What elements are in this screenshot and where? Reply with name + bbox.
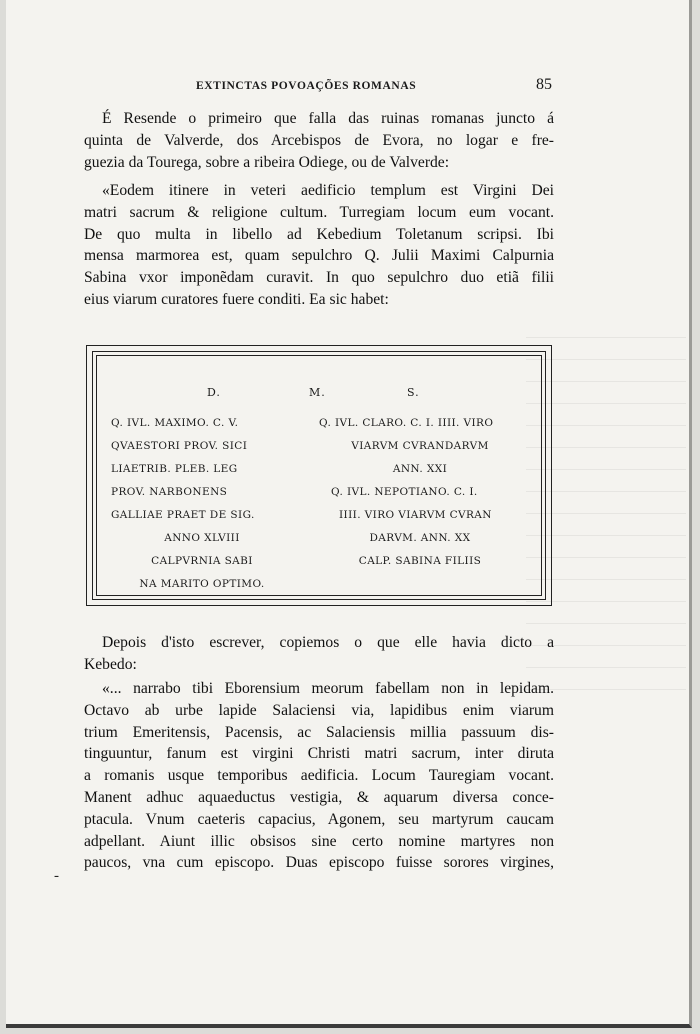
- inscription-box: [86, 345, 552, 606]
- paragraph-intro: [84, 108, 554, 173]
- paragraph-transition: [84, 632, 554, 676]
- inscription-left-line: GALLIAE PRAET DE SIG.: [111, 509, 255, 521]
- inscription-s: S.: [407, 386, 420, 399]
- text-line: matri sacrum & religione cultum. Turregiam locum eum vocant.: [84, 203, 554, 221]
- text-line: quinta de Valverde, dos Arcebispos de Evora, no logar e fre-: [84, 131, 554, 149]
- text-line: guezia da Tourega, sobre a ribeira Odiege, ou de Valverde:: [84, 153, 450, 171]
- inscription-left-line: LIAETRIB. PLEB. LEG: [111, 463, 238, 475]
- paragraph-latin-quote: [84, 180, 554, 311]
- text-line: De quo multa in libello ad Kebedium Toletanum scripsi. Ibi: [84, 225, 554, 243]
- text-line: mensa marmorea est, quam sepulchro Q. Julii Maximi Calpurnia: [84, 247, 554, 265]
- inscription-right-line: DARVM. ANN. XX: [369, 532, 471, 544]
- text-line: ptacula. Vnum caeteris capacius, Agonem, seu martyrum caucam: [84, 810, 554, 828]
- paragraph-latin-letter: [84, 678, 554, 874]
- inscription-right-line: Q. IVL. NEPOTIANO. C. I.: [331, 486, 478, 498]
- inscription-left-line: QVAESTORI PROV. SICI: [111, 440, 248, 452]
- inscription-right-line: IIII. VIRO VIARVM CVRAN: [339, 509, 492, 521]
- inscription-left-line: Q. IVL. MAXIMO. C. V.: [111, 417, 239, 429]
- text-line: «Eodem itinere in veteri aedificio templum est Virgini Dei: [102, 182, 554, 199]
- inscription-left-line: PROV. NARBONENS: [111, 486, 228, 498]
- text-line: Sabina vxor imponẽdam curavit. In quo sepulchro duo etiã filii: [84, 269, 554, 287]
- inscription-left-line: NA MARITO OPTIMO.: [139, 578, 265, 590]
- page-number: 85: [536, 76, 552, 93]
- text-line: Octavo ab urbe lapide Salaciensi via, lapidibus enim viarum: [84, 701, 554, 719]
- text-line: Manent adhuc aquaeductus vestigia, & aquarum diversa conce-: [84, 788, 554, 806]
- inscription-right-line: Q. IVL. CLARO. C. I. IIII. VIRO: [319, 417, 494, 429]
- running-title: EXTINCTAS POVOAÇÕES ROMANAS: [196, 80, 417, 92]
- inscription-left-line: CALPVRNIA SABI: [151, 555, 253, 567]
- inscription-m: M.: [309, 386, 326, 399]
- inscription-right-line: VIARVM CVRANDARVM: [351, 440, 489, 452]
- text-line: eius viarum curatores fuere conditi. Ea sic habet:: [84, 290, 389, 308]
- text-line: paucos, vna cum episcopo. Duas episcopo fuisse sorores virgines,: [84, 854, 554, 872]
- text-line: «... narrabo tibi Eborensium meorum fabellam non in lepidam.: [102, 680, 554, 697]
- text-line: a romanis usque temporibus aedificia. Locum Tauregiam vocant.: [84, 767, 554, 785]
- inscription-right-line: ANN. XXI: [392, 463, 448, 475]
- margin-mark: -: [54, 868, 59, 884]
- inscription-right-line: CALP. SABINA FILIIS: [358, 555, 482, 567]
- text-line: tinguuntur, fanum est virgini Christi matri sacrum, inter diruta: [84, 745, 554, 763]
- text-line: É Resende o primeiro que falla das ruinas romanas juncto á: [102, 110, 554, 127]
- text-line: Depois d'isto escrever, copiemos o que elle havia dicto a: [102, 634, 554, 651]
- text-line: adpellant. Aiunt illic obsisos sine certo nomine martyres non: [84, 832, 554, 850]
- text-line: Kebedo:: [84, 655, 137, 673]
- text-line: trium Emeritensis, Pacensis, ac Salaciensis millia passuum dis-: [84, 723, 554, 741]
- inscription-left-line: ANNO XLVIII: [164, 532, 240, 544]
- page-header: [0, 76, 700, 98]
- inscription-d: D.: [207, 386, 221, 399]
